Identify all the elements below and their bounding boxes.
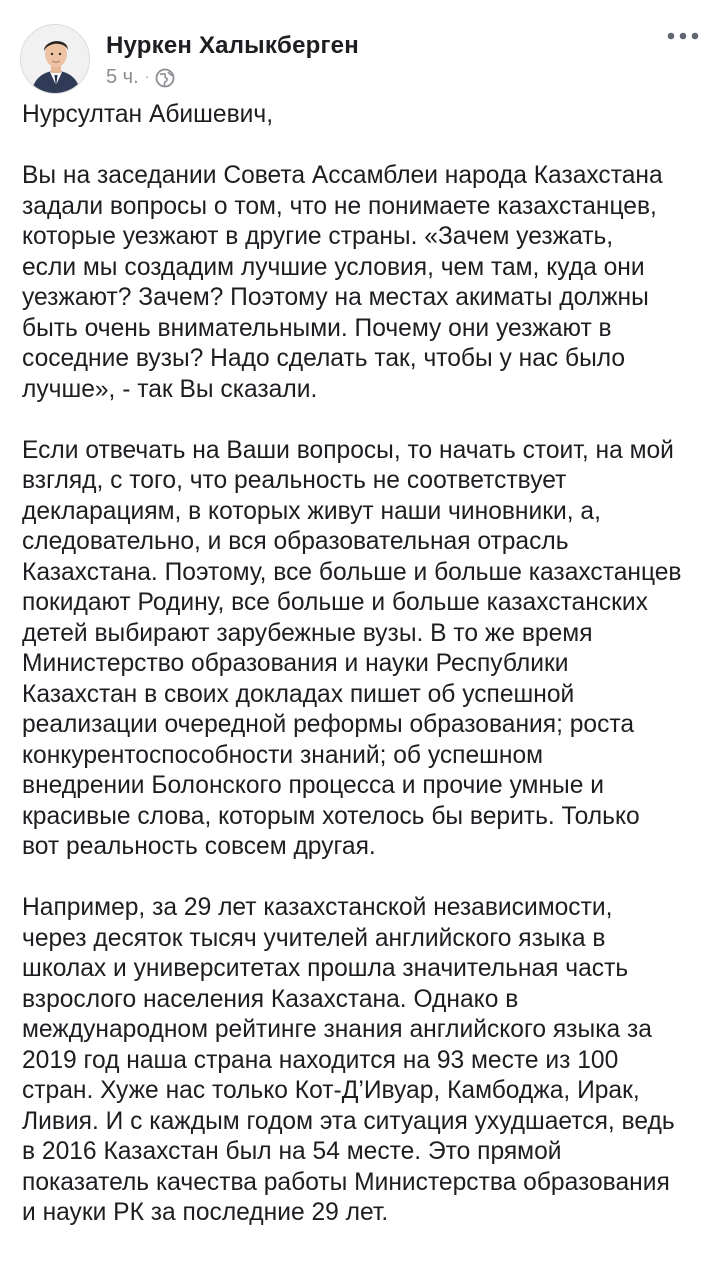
text-line: вот реальность совсем другая.: [22, 833, 376, 860]
text-line: Казахстан в своих докладах пишет об успешной: [22, 680, 575, 708]
text-line: стран. Хуже нас только Кот-Д’Ивуар, Камбоджа, Ирак,: [22, 1077, 640, 1104]
text-line: школах и университетах прошла значительная часть: [22, 955, 629, 982]
text-line: лучше», - так Вы сказали.: [22, 375, 318, 403]
paragraph-gap: [22, 131, 702, 162]
text-line: через десяток тысяч учителей английского языка в: [22, 924, 606, 952]
text-line: Например, за 29 лет казахстанской независимости,: [22, 894, 613, 921]
paragraph-gap: [22, 863, 702, 894]
text-line: реализации очередной реформы образования; роста: [22, 711, 635, 738]
text-line: детей выбирают зарубежные вузы. В то же время: [22, 619, 593, 647]
text-line: международном рейтинге знания английского языка за: [22, 1016, 652, 1043]
text-line: в 2016 Казахстан был на 54 месте. Это прямой: [22, 1138, 562, 1165]
text-line: 2019 год наша страна находится на 93 месте из 100: [22, 1046, 619, 1074]
text-line: Если отвечать на Ваши вопросы, то начать стоит, на мой: [22, 436, 674, 464]
avatar-photo: [21, 25, 90, 94]
post-meta: [106, 66, 175, 89]
text-line: Ливия. И с каждым годом эта ситуация ухудшается, ведь: [22, 1107, 675, 1135]
meta-separator: ·: [144, 67, 150, 84]
globe-icon[interactable]: [155, 68, 175, 88]
text-line: уезжают? Зачем? Поэтому на местах акиматы должны: [22, 284, 649, 311]
text-line: декларациям, в которых живут наши чиновники, а,: [22, 497, 601, 525]
text-line: внедрении Болонского процесса и прочие умные и: [22, 772, 604, 799]
text-line: Нурсултан Абишевич,: [22, 101, 274, 128]
post-paragraph: [22, 436, 702, 863]
post-text: [22, 100, 702, 1229]
post-timestamp[interactable]: 5 ч.: [106, 66, 139, 88]
post-paragraph: [22, 893, 702, 1229]
more-options-icon[interactable]: [666, 26, 700, 46]
text-line: показатель качества работы Министерства образования: [22, 1168, 670, 1196]
text-line: которые уезжают в другие страны. «Зачем уезжать,: [22, 223, 614, 250]
text-line: покидают Родину, все больше и больше казахстанских: [22, 589, 648, 616]
text-line: если мы создадим лучшие условия, чем там, куда они: [22, 253, 645, 281]
post-paragraph: [22, 100, 702, 131]
text-line: взрослого населения Казахстана. Однако в: [22, 985, 519, 1013]
author-avatar[interactable]: [20, 24, 90, 94]
text-line: красивые слова, которым хотелось бы верить. Только: [22, 802, 640, 830]
text-line: взгляд, с того, что реальность не соответствует: [22, 467, 567, 494]
text-line: Казахстана. Поэтому, все больше и больше казахстанцев: [22, 558, 682, 586]
post-paragraph: [22, 161, 702, 405]
text-line: Министерство образования и науки Республики: [22, 650, 569, 677]
text-line: быть очень внимательными. Почему они уезжают в: [22, 314, 612, 342]
text-line: следовательно, и вся образовательная отрасль: [22, 528, 569, 555]
text-line: конкурентоспособности знаний; об успешном: [22, 741, 544, 769]
text-line: и науки РК за последние 29 лет.: [22, 1199, 389, 1226]
text-line: задали вопросы о том, что не понимаете казахстанцев,: [22, 192, 657, 220]
author-name[interactable]: Нуркен Халыкберген: [106, 32, 359, 59]
post-header: [20, 22, 698, 94]
text-line: соседние вузы? Надо сделать так, чтобы у нас было: [22, 345, 626, 372]
paragraph-gap: [22, 405, 702, 436]
text-line: Вы на заседании Совета Ассамблеи народа Казахстана: [22, 162, 663, 189]
